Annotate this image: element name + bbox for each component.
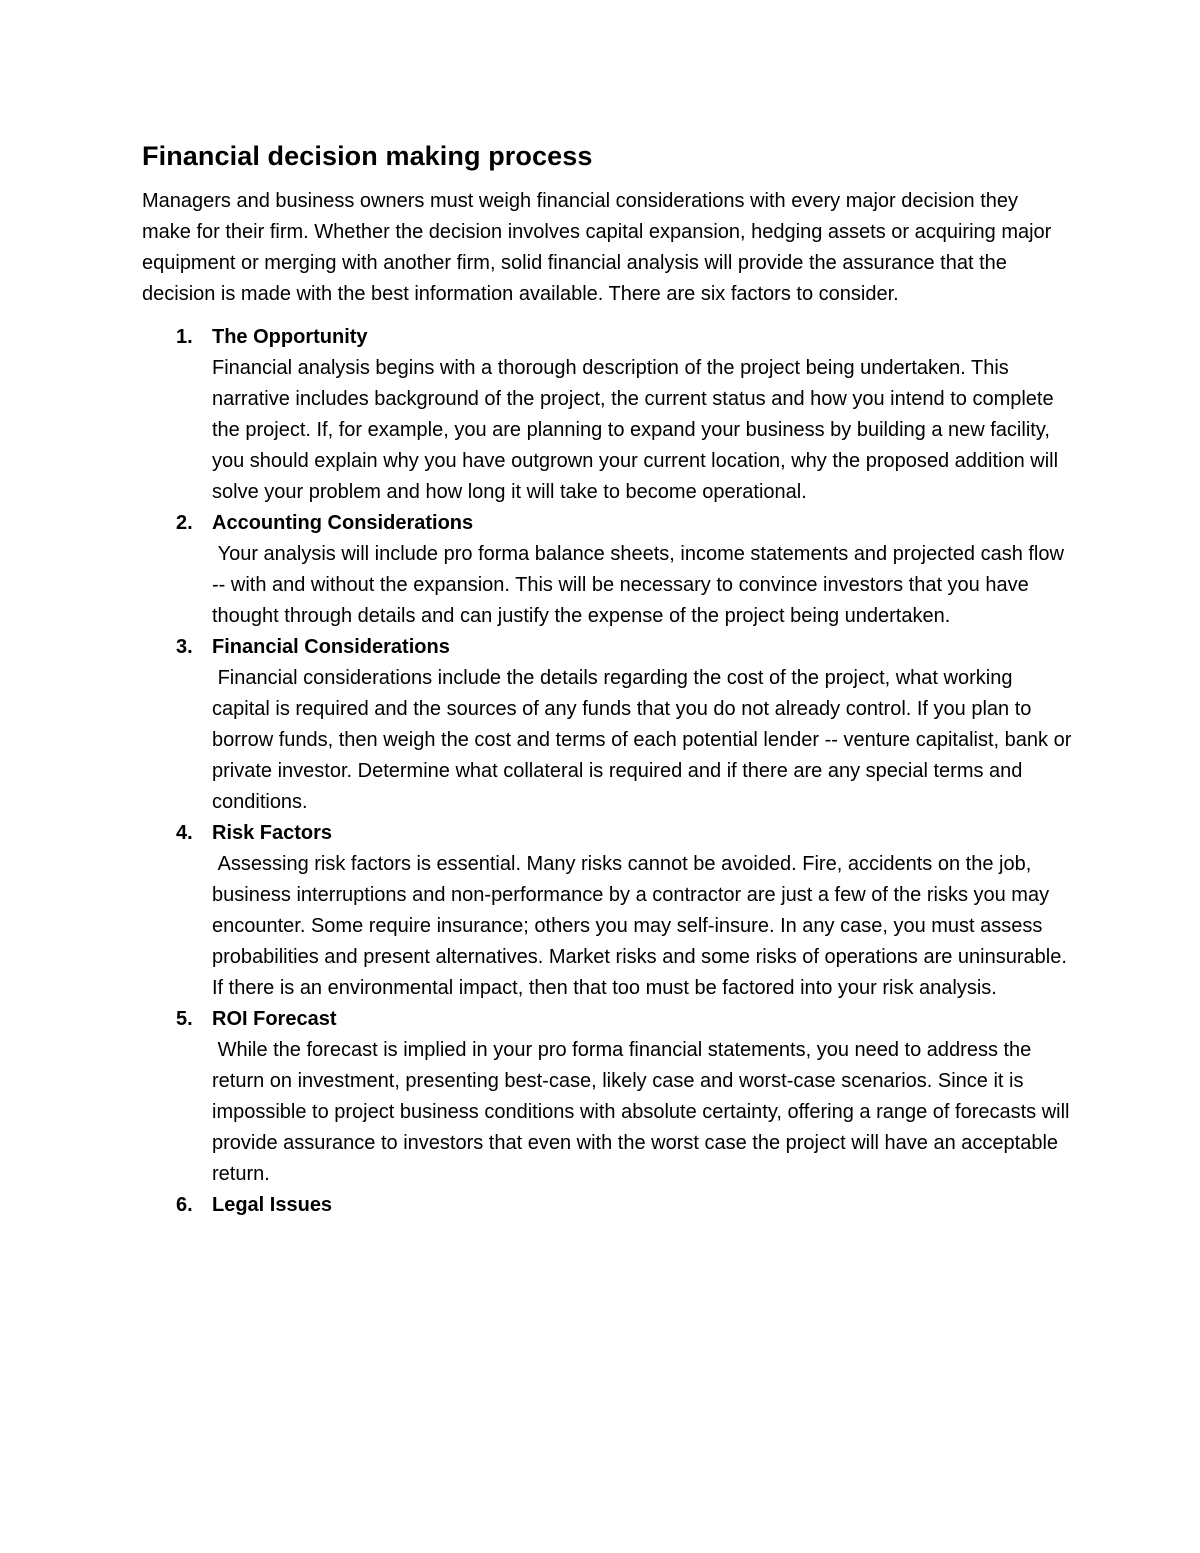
factor-heading: The Opportunity — [212, 326, 368, 349]
document-content — [142, 140, 1077, 1221]
factor-number: 6. — [176, 1194, 193, 1217]
factor-number: 1. — [176, 326, 193, 349]
factor-item-risk — [142, 818, 1072, 1004]
factor-number: 4. — [176, 822, 193, 845]
factor-body: Assessing risk factors is essential. Many risks cannot be avoided. Fire, accidents on the job, business interruptions and non-performance by a contractor are just a few of the risks you may encounter. Some require insurance; others you may self-insure. In any case, you must assess probabilities and present alternatives. Market risks and some risks of operations are uninsurable. If there is an environmental impact, then that too must be factored into your risk analysis. — [212, 853, 1073, 1000]
factor-list — [142, 322, 1077, 1221]
factor-item-legal — [142, 1190, 1072, 1221]
factor-heading: ROI Forecast — [212, 1008, 337, 1031]
factor-number: 3. — [176, 636, 193, 659]
factor-body: Financial considerations include the details regarding the cost of the project, what working capital is required and the sources of any funds that you do not already control. If you plan to borrow funds, then weigh the cost and terms of each potential lender -- venture capitalist, bank or private investor. Determine what collateral is required and if there are any special terms and conditions. — [212, 667, 1077, 814]
factor-body: Financial analysis begins with a thorough description of the project being undertaken. This narrative includes background of the project, the current status and how you intend to complete the project. If, for example, you are planning to expand your business by building a new facility, you should explain why you have outgrown your current location, why the proposed addition will solve your problem and how long it will take to become operational. — [212, 357, 1064, 504]
factor-item-financial — [142, 632, 1077, 818]
factor-body: Your analysis will include pro forma balance sheets, income statements and projected cash flow -- with and without the expansion. This will be necessary to convince investors that you have thought through details and can justify the expense of the project being undertaken. — [212, 543, 1070, 628]
factor-heading: Risk Factors — [212, 822, 333, 845]
document-title: Financial decision making process — [142, 141, 593, 171]
factor-number: 5. — [176, 1008, 193, 1031]
factor-body: While the forecast is implied in your pro forma financial statements, you need to address the return on investment, presenting best-case, likely case and worst-case scenarios. Since it is impossible to project business conditions with absolute certainty, offering a range of forecasts will provide assurance to investors that even with the worst case the project will have an acceptable return. — [212, 1039, 1076, 1186]
intro-paragraph: Managers and business owners must weigh financial considerations with every major decision they make for their firm. Whether the decision involves capital expansion, hedging assets or acquiring major equipment or merging with another firm, solid financial analysis will provide the assurance that the decision is made with the best information available. There are six factors to consider. — [142, 190, 1052, 306]
factor-heading: Accounting Considerations — [212, 512, 474, 535]
factor-item-accounting — [142, 508, 1072, 632]
factor-number: 2. — [176, 512, 193, 535]
factor-item-opportunity — [142, 322, 1072, 508]
factor-item-roi — [142, 1004, 1076, 1190]
factor-heading: Legal Issues — [212, 1194, 333, 1217]
factor-heading: Financial Considerations — [212, 636, 450, 659]
